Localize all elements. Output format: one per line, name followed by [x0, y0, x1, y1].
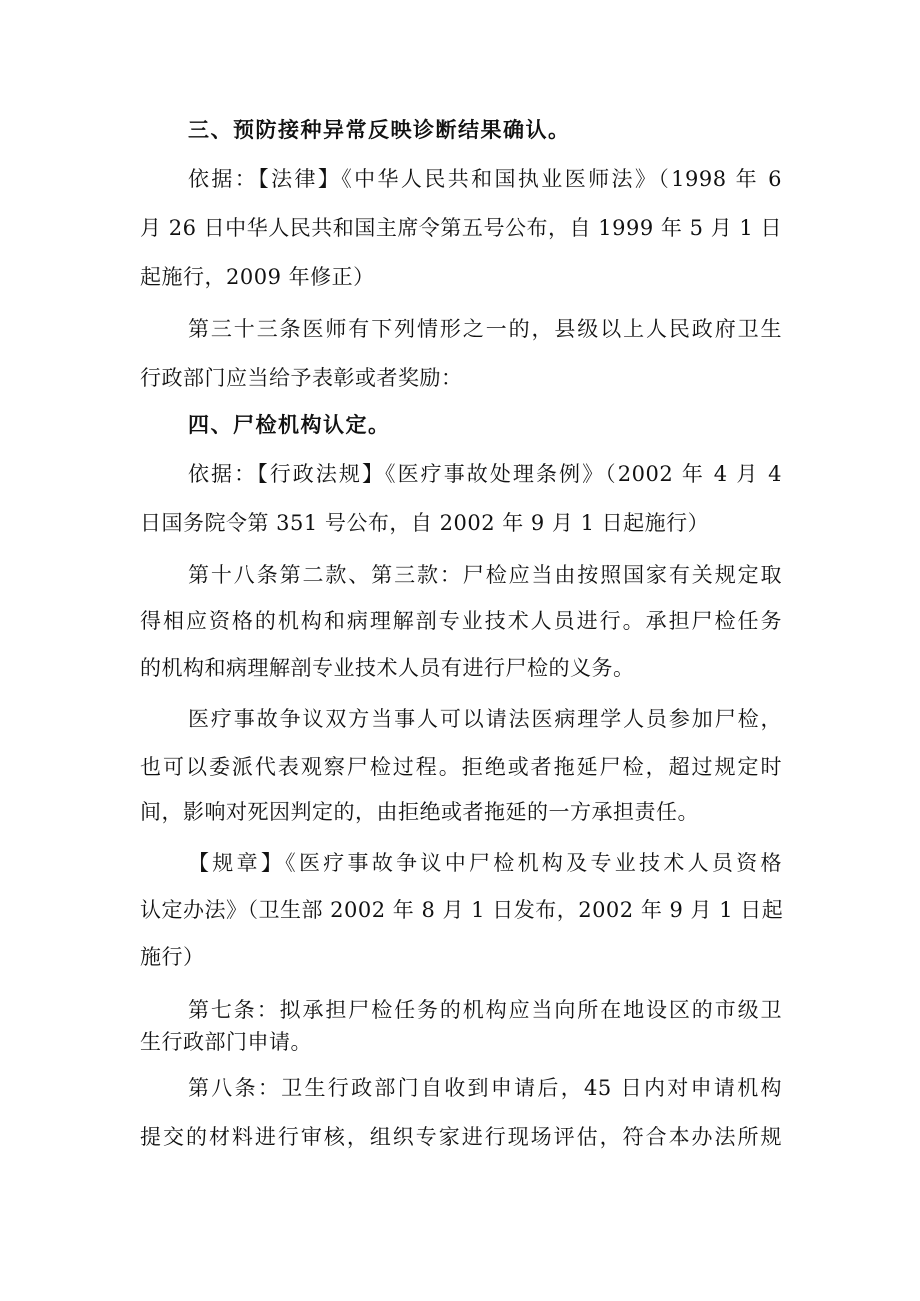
basis-line: 依据：【法律】《中华人民共和国执业医师法》（1998 年 6 — [188, 167, 782, 191]
article-line: 生行政部门申请。 — [140, 1030, 312, 1054]
regulation-line: 【规章】《医疗事故争议中尸检机构及专业技术人员资格 — [188, 851, 782, 875]
article-line: 得相应资格的机构和病理解剖专业技术人员进行。承担尸检任务 — [140, 609, 782, 633]
article-line: 医疗事故争议双方当事人可以请法医病理学人员参加尸检， — [188, 707, 782, 731]
basis-line: 起施行，2009 年修正） — [140, 265, 375, 289]
regulation-line: 施行） — [140, 945, 205, 969]
article-line: 间，影响对死因判定的，由拒绝或者拖延的一方承担责任。 — [140, 800, 699, 824]
basis-line: 日国务院令第 351 号公布，自 2002 年 9 月 1 日起施行） — [140, 511, 710, 535]
article-line: 提交的材料进行审核，组织专家进行现场评估，符合本办法所规 — [140, 1125, 782, 1149]
article-line: 第三十三条医师有下列情形之一的，县级以上人民政府卫生 — [188, 317, 782, 341]
article-line: 第八条：卫生行政部门自收到申请后，45 日内对申请机构 — [188, 1076, 782, 1100]
article-line: 也可以委派代表观察尸检过程。拒绝或者拖延尸检，超过规定时 — [140, 755, 782, 779]
article-line: 第七条：拟承担尸检任务的机构应当向所在地设区的市级卫 — [188, 998, 782, 1022]
basis-line: 月 26 日中华人民共和国主席令第五号公布，自 1999 年 5 月 1 日 — [140, 216, 782, 240]
basis-line: 依据：【行政法规】《医疗事故处理条例》（2002 年 4 月 4 — [188, 462, 782, 486]
section-heading-4: 四、尸检机构认定。 — [188, 413, 391, 437]
article-line: 的机构和病理解剖专业技术人员有进行尸检的义务。 — [140, 656, 635, 680]
regulation-line: 认定办法》（卫生部 2002 年 8 月 1 日发布，2002 年 9 月 1 日起 — [140, 898, 784, 922]
article-line: 行政部门应当给予表彰或者奖励： — [140, 366, 463, 390]
article-line: 第十八条第二款、第三款：尸检应当由按照国家有关规定取 — [188, 563, 782, 587]
section-heading-3: 三、预防接种异常反映诊断结果确认。 — [188, 118, 571, 142]
